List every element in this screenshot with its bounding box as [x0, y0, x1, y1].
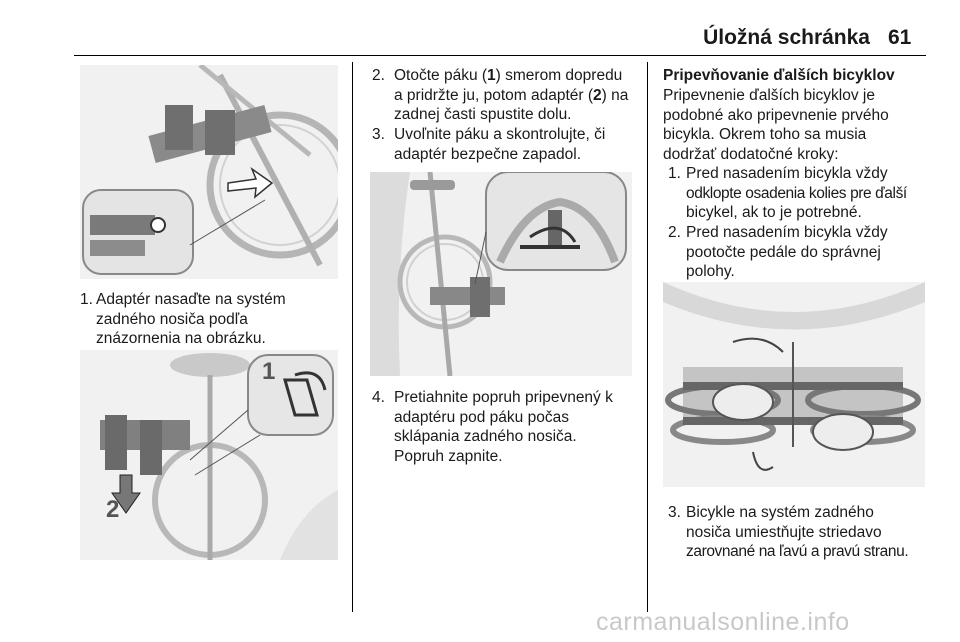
intro-line: dodržať dodatočné kroky: — [663, 145, 839, 163]
step-text-line: Popruh zapnite. — [394, 447, 503, 465]
watermark: carmanualsonline.info — [596, 608, 850, 636]
intro-line: podobné ako pripevnenie prvého — [663, 106, 889, 124]
step-text-line: Adaptér nasaďte na systém — [96, 291, 286, 308]
additional-step-3 — [668, 503, 948, 563]
step-text-line: Pred nasadením bicykla vždy — [686, 224, 888, 241]
step-number: 3. — [372, 126, 385, 143]
step-number: 2. — [372, 67, 385, 84]
instruction-step-4 — [372, 388, 642, 468]
step-number: 1. — [668, 165, 681, 182]
instruction-step-1 — [80, 290, 345, 350]
step-text-line: pootočte pedále do správnej — [686, 243, 881, 261]
step-text-line: Pretiahnite popruh pripevnený k — [394, 389, 613, 406]
step-text-line: polohy. — [686, 263, 735, 280]
step-number: 3. — [668, 504, 681, 521]
step-text-line: znázornenia na obrázku. — [96, 330, 266, 347]
intro-line: Pripevnenie ďalších bicyklov je — [663, 87, 875, 104]
page-title: Úložná schránka — [703, 26, 870, 49]
step-text-line: adaptér bezpečne zapadol. — [394, 145, 582, 163]
additional-step-2 — [668, 223, 938, 283]
figure-strap-attachment — [370, 172, 632, 376]
additional-step-1 — [668, 164, 938, 224]
section-heading: Pripevňovanie ďalších bicyklov — [663, 67, 895, 84]
header-rule — [74, 55, 926, 56]
step-text-line: sklápania zadného nosiča. — [394, 428, 577, 445]
step-text-line: Pred nasadením bicykla vždy — [686, 165, 888, 182]
step-number: 4. — [372, 389, 385, 406]
step-text-line: Bicykle na systém zadného — [686, 504, 874, 521]
step-text-line: zadného nosiča podľa — [96, 310, 248, 328]
callout-label-1: 1 — [262, 358, 276, 385]
step-text-line: bicykel, ak to je potrebné. — [686, 204, 862, 221]
intro-paragraph — [663, 86, 933, 164]
step-text-line: Uvoľnite páku a skontrolujte, či — [394, 126, 606, 143]
intro-line: bicykla. Okrem toho sa musia — [663, 126, 867, 143]
step-text-line: nosiča umiestňujte striedavo — [686, 523, 882, 541]
step-text-line: zadnej časti spustite dolu. — [394, 106, 572, 123]
step-text-line: odklopte osadenia kolies pre ďalší — [686, 184, 907, 202]
step-text-line: a pridržte ju, potom adaptér (2) na — [394, 86, 629, 104]
callout-ref-1: 1 — [487, 67, 496, 84]
callout-label-2: 2 — [106, 496, 120, 523]
page-number: 61 — [888, 26, 912, 49]
column-divider-left — [352, 62, 353, 612]
step-text-line: adaptéru pod páku počas — [394, 408, 569, 426]
column-divider-right — [647, 62, 648, 612]
step-number: 1. — [80, 291, 93, 308]
step-text-line: Otočte páku (1) smerom dopredu — [394, 67, 623, 84]
figure-adapter-lever-closeup — [80, 65, 338, 279]
figure-lever-rotation — [80, 350, 338, 560]
figure-alternating-bicycles — [663, 282, 925, 487]
instruction-step-3 — [372, 125, 642, 167]
callout-ref-2: 2 — [593, 86, 602, 104]
step-number: 2. — [668, 224, 681, 241]
instruction-step-2 — [372, 66, 642, 126]
step-text-line: zarovnané na ľavú a pravú stranu. — [686, 543, 909, 560]
